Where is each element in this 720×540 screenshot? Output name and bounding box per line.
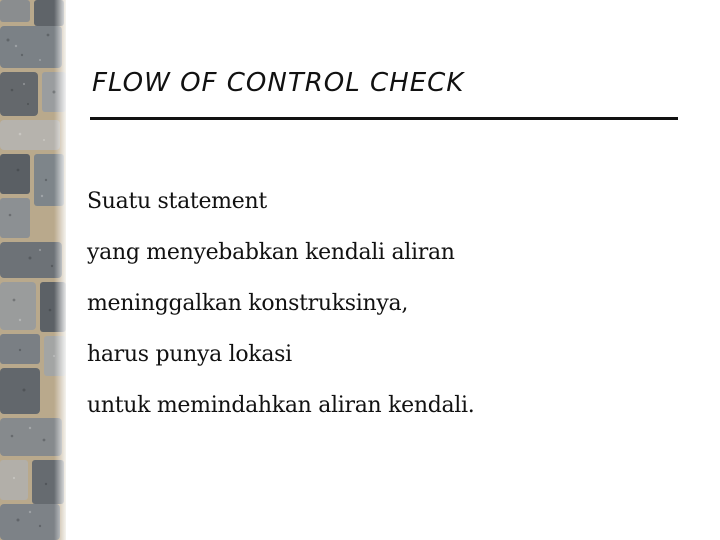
title-underline (90, 117, 678, 120)
slide-body (87, 176, 474, 431)
slide-title: FLOW OF CONTROL CHECK (92, 68, 465, 98)
body-line: harus punya lokasi (87, 342, 292, 367)
stone-edge-fade (54, 0, 68, 540)
body-line: Suatu statement (87, 189, 267, 214)
body-line: untuk memindahkan aliran kendali. (87, 393, 475, 418)
body-line: meninggalkan konstruksinya, (87, 291, 409, 316)
body-line: yang menyebabkan kendali aliran (87, 240, 455, 265)
